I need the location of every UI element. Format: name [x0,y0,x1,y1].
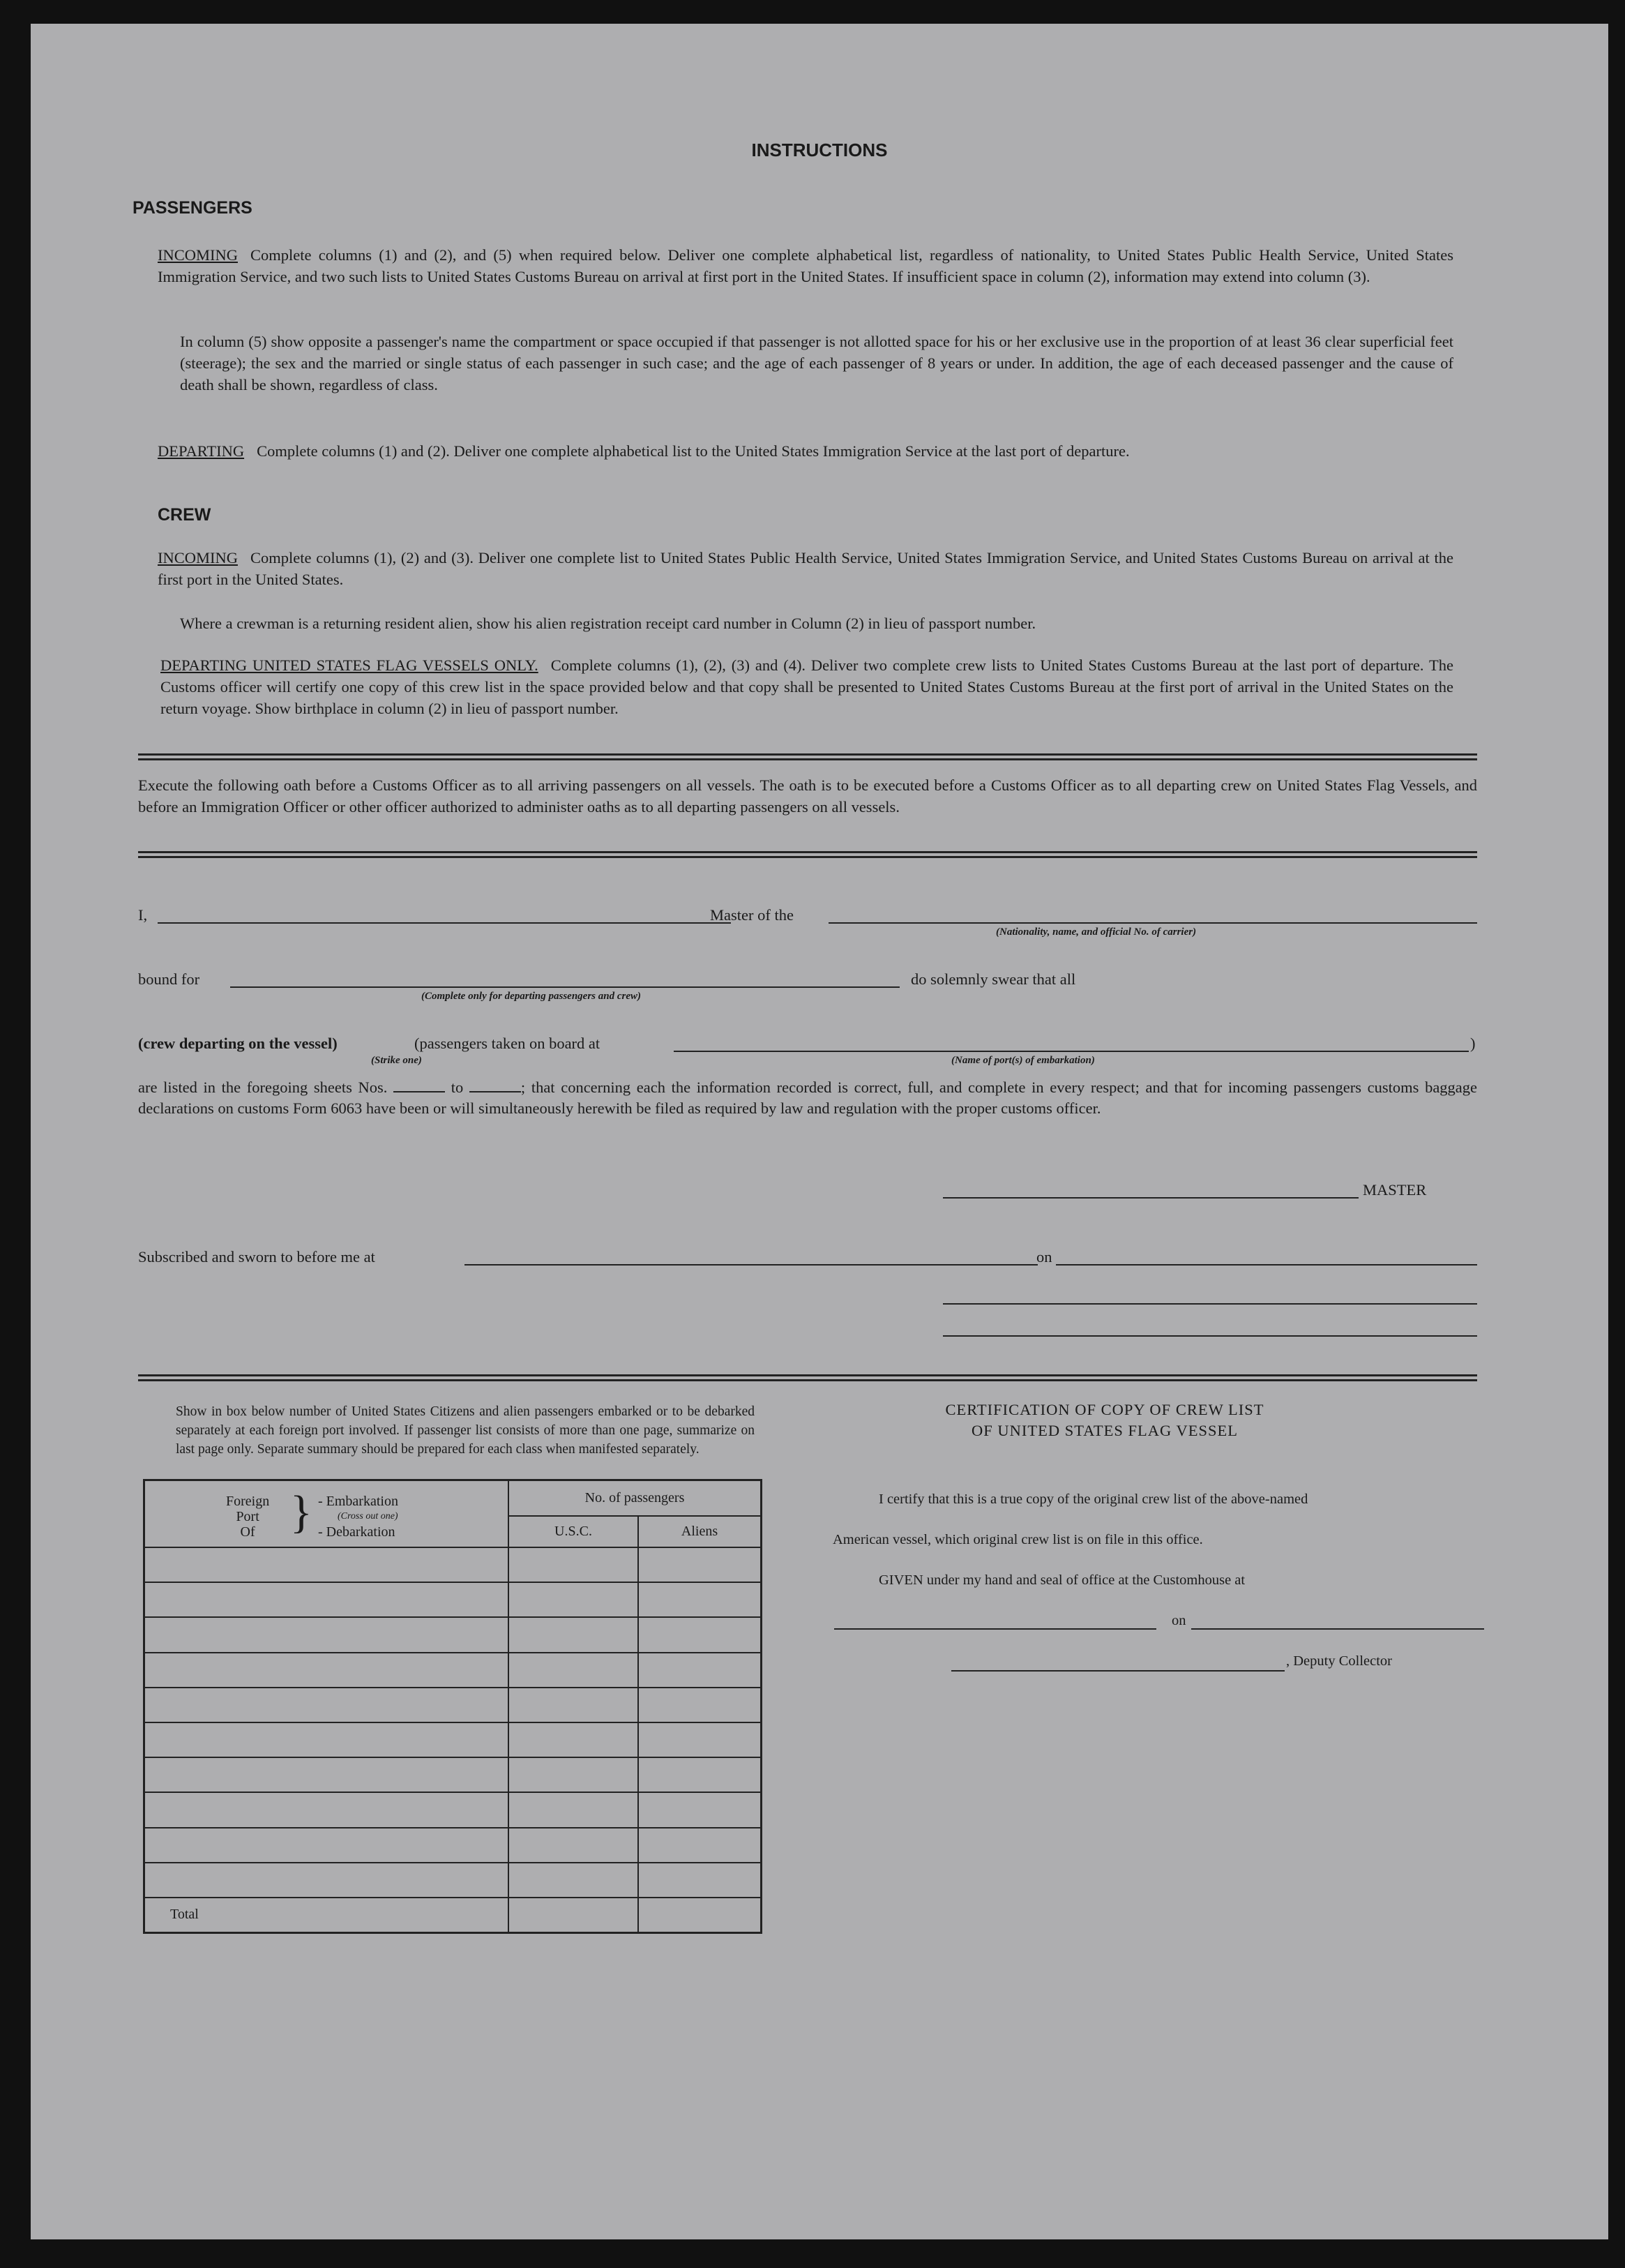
crew-heading: CREW [158,505,211,525]
sheet-from-field[interactable] [393,1091,445,1092]
customhouse-field[interactable] [834,1628,1156,1630]
port-cell[interactable] [144,1792,509,1827]
section-divider [138,753,1477,760]
passenger-summary-table [143,1479,762,1934]
carrier-field[interactable] [829,922,1477,924]
section-divider [138,1374,1477,1381]
usc-cell[interactable] [508,1582,638,1617]
aliens-cell[interactable] [638,1863,762,1898]
strike-one-caption: (Strike one) [371,1055,422,1066]
passengers-incoming-text: Complete columns (1) and (2), and (5) when required below. Deliver one complete alphabetical list, regardless of nationality, to United States Public Health Service, United States Immigration Service, and two such lists to United States Customs Bureau on arrival at first port in the United States. If insufficient space in column (2), information may extend into column (3). [158,246,1453,285]
sheet-to-field[interactable] [469,1091,521,1092]
carrier-caption: (Nationality, name, and official No. of carrier) [996,926,1197,938]
crew-resident-paragraph: Where a crewman is a returning resident alien, show his alien registration receipt card number in Column (2) in lieu of passport number. [180,615,1036,632]
port-caption: (Name of port(s) of embarkation) [951,1055,1095,1066]
port-header-cell [144,1480,509,1548]
passengers-incoming-paragraph [158,244,1453,287]
bound-for-field[interactable] [230,986,900,988]
bound-for-caption: (Complete only for departing passengers and crew) [421,991,641,1002]
listed-post-text: ; that concerning each the information recorded is correct, full, and complete in every respect; and that for incoming passengers customs baggage declarations on customs Form 6063 have been or will simultaneously herewith be filed as required by law and regulation with the proper customs officer. [138,1079,1478,1117]
usc-cell[interactable] [508,1757,638,1792]
usc-cell[interactable] [508,1653,638,1688]
passengers-incoming-label: INCOMING [158,246,238,264]
subscribed-label: Subscribed and sworn to before me at [138,1248,375,1266]
usc-cell[interactable] [508,1722,638,1757]
aliens-cell[interactable] [638,1617,762,1652]
total-row-label-cell [144,1898,509,1933]
usc-header: U.S.C. [508,1516,638,1547]
port-cell[interactable] [144,1547,509,1582]
section-divider [138,851,1477,858]
crew-incoming-text: Complete columns (1), (2) and (3). Deliver one complete list to United States Public Health Service, United States Immigration Service, and United States Customs Bureau on arrival at the first port in the United States. [158,549,1453,588]
subscribed-on-label: on [1036,1248,1052,1266]
passengers-departing-paragraph [158,440,1453,462]
aliens-cell[interactable] [638,1722,762,1757]
deputy-signature-field[interactable] [951,1670,1285,1672]
port-cell[interactable] [144,1722,509,1757]
certify-line1: I certify that this is a true copy of the original crew list of the above-named [879,1492,1308,1507]
port-cell[interactable] [144,1688,509,1722]
port-cell[interactable] [144,1617,509,1652]
deputy-collector-label: , Deputy Collector [1286,1653,1393,1669]
officer-signature-field[interactable] [943,1303,1477,1305]
brace-glyph: } [290,1487,312,1538]
aliens-cell[interactable] [638,1547,762,1582]
aliens-cell[interactable] [638,1582,762,1617]
certification-heading-line1: CERTIFICATION OF COPY OF CREW LIST [945,1401,1264,1418]
port-embarkation-field[interactable] [674,1051,1469,1052]
close-paren: ) [1470,1035,1476,1052]
column5-paragraph: In column (5) show opposite a passenger's name the compartment or space occupied if that passenger is not allotted space for his or her exclusive use in the proportion of at least 36 clear superficial feet (steerage); the sex and the married or single status of each passenger in such case; and the age of each passenger of 8 years or under. In addition, the age of each deceased passenger and the cause of death shall be shown, regardless of class. [180,333,1453,393]
listed-pre-text: are listed in the foregoing sheets Nos. [138,1079,388,1096]
passengers-taken-option: (passengers taken on board at [414,1035,600,1052]
port-cell[interactable] [144,1863,509,1898]
subscribed-date-field[interactable] [1056,1264,1477,1266]
usc-cell[interactable] [508,1792,638,1827]
usc-cell[interactable] [508,1617,638,1652]
total-usc-cell[interactable] [508,1898,638,1933]
crew-departing-paragraph [160,654,1453,719]
document-page [31,24,1608,2239]
embarkation-option: - Embarkation (Cross out one) - Debarkation [318,1494,398,1540]
master-of-the-label: Master of the [710,906,794,924]
port-cell[interactable] [144,1653,509,1688]
usc-cell[interactable] [508,1547,638,1582]
cert-on-label: on [1172,1613,1186,1628]
port-cell[interactable] [144,1757,509,1792]
master-label: MASTER [1363,1181,1427,1199]
usc-cell[interactable] [508,1863,638,1898]
summary-instruction: Show in box below number of United States Citizens and alien passengers embarked or to be debarked separately at each foreign port involved. If passenger list consists of more than one page, summarize on last page only. Separate summary should be prepared for each class when manifested separately. [176,1404,755,1457]
certify-line2: American vessel, which original crew list is on file in this office. [833,1532,1203,1547]
aliens-cell[interactable] [638,1688,762,1722]
swear-text: do solemnly swear that all [911,970,1076,988]
usc-cell[interactable] [508,1828,638,1863]
aliens-cell[interactable] [638,1757,762,1792]
crew-incoming-label: INCOMING [158,549,238,566]
aliens-header: Aliens [638,1516,762,1547]
aliens-cell[interactable] [638,1828,762,1863]
given-text: GIVEN under my hand and seal of office at the Customhouse at [879,1572,1246,1588]
total-aliens-cell[interactable] [638,1898,762,1933]
bound-for-label: bound for [138,970,200,988]
port-cell[interactable] [144,1828,509,1863]
certification-heading-line2: OF UNITED STATES FLAG VESSEL [971,1422,1239,1439]
usc-cell[interactable] [508,1688,638,1722]
page-title: INSTRUCTIONS [751,140,888,160]
oath-instruction: Execute the following oath before a Customs Officer as to all arriving passengers on all vessels. The oath is to be executed before a Customs Officer as to all departing crew on United States Flag Vessels, and before an Immigration Officer or other officer authorized to administer oaths as to all departing passengers on all vessels. [138,776,1477,816]
crew-incoming-paragraph [158,547,1453,590]
subscribed-place-field[interactable] [464,1264,1038,1266]
aliens-cell[interactable] [638,1792,762,1827]
oath-body [138,1077,1477,1119]
passengers-departing-text: Complete columns (1) and (2). Deliver one complete alphabetical list to the United States Immigration Service at the last port of departure. [257,442,1130,460]
passengers-heading: PASSENGERS [133,198,252,218]
officer-title-field[interactable] [943,1335,1477,1337]
crew-departing-label: DEPARTING UNITED STATES FLAG VESSELS ONLY. [160,656,538,674]
listed-to-text: to [451,1079,464,1096]
crew-departing-text: Complete columns (1), (2), (3) and (4). Deliver two complete crew lists to United States Customs Bureau at the last port of departure. The Customs officer will certify one copy of this crew list in the space provided below and that copy shall be presented to United States Customs Bureau at the first port of arrival in the United States on the return voyage. Show birthplace in column (2) in lieu of passport number. [160,656,1453,717]
passengers-departing-label: DEPARTING [158,442,245,460]
master-name-field[interactable] [158,922,731,924]
crew-departing-option: (crew departing on the vessel) [138,1035,338,1052]
num-passengers-header: No. of passengers [508,1480,762,1516]
certification-heading [861,1399,1349,1441]
master-signature-field[interactable] [943,1197,1359,1199]
aliens-cell[interactable] [638,1653,762,1688]
cert-date-field[interactable] [1191,1628,1484,1630]
oath-i-label: I, [138,906,148,924]
total-label: Total [170,1907,199,1923]
port-cell[interactable] [144,1582,509,1617]
foreign-port-label: Foreign Port Of [226,1494,270,1540]
